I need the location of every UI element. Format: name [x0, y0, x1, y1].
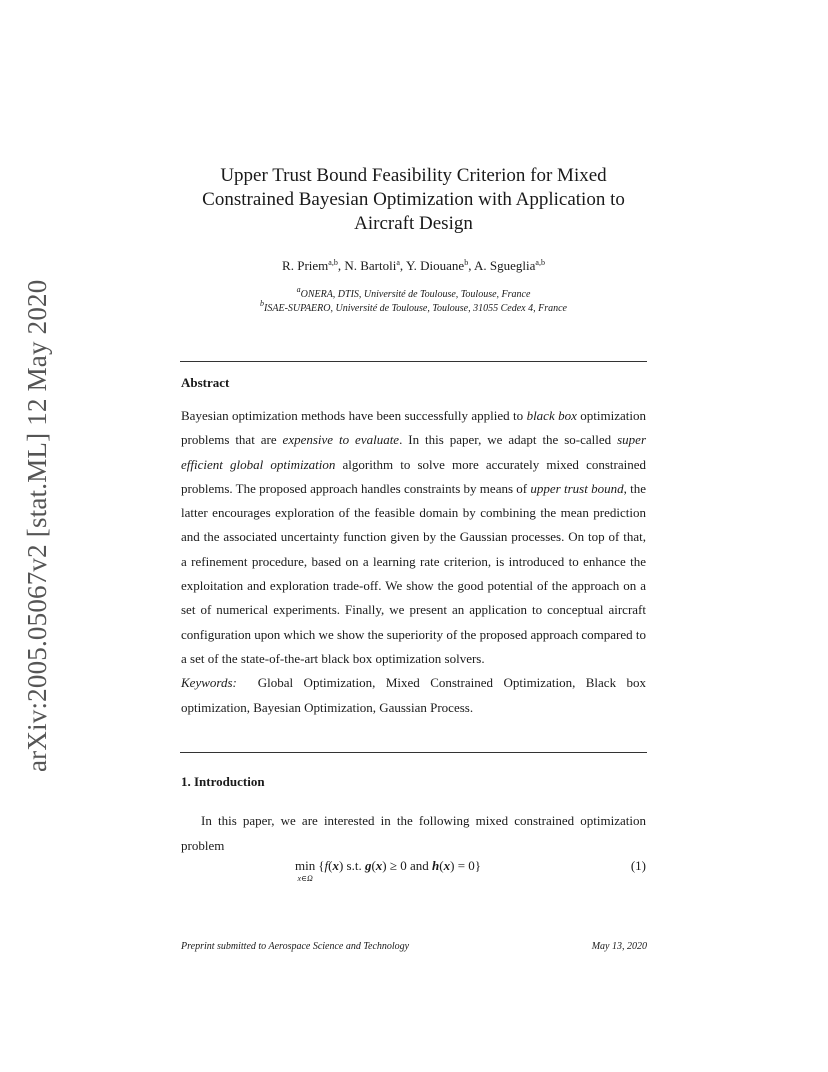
abstract-body: Bayesian optimization methods have been successfully applied to black box optimization problems that are expensive to evaluate. In this paper, we adapt the so-called super efficient global optimization algorithm to solve more accurately mixed constrained problems. The proposed approach handles constraints by means of upper trust bound, the latter encourages exploration of the feasible domain by combining the mean prediction and the associated uncertainty function given by the Gaussian processes. On top of that, a refinement procedure, based on a learning rate criterion, is introduced to enhance the exploitation and exploration trade-off. We show the good potential of the approach on a set of numerical experiments. Finally, we present an application to conceptual aircraft configuration upon which we show the superiority of the proposed approach compared to a set of the state-of-the-art black box optimization solvers. Keywords: Global Optimization, Mixed Constrained Optimization, Black box optimization, Bayesian Optimization, Gaussian Process. [181, 404, 646, 720]
affiliations [180, 285, 647, 316]
paper-title [180, 164, 647, 236]
author-name: Y. Diouane [405, 258, 465, 273]
keywords-list: Global Optimization, Mixed Constrained Optimization, Black box optimization, Bayesian Optimization, Gaussian Process. [181, 675, 647, 715]
author-list: R. Priem$^{a,b}$, N. Bartoli$^a$, Y. Diouane$^b$, A. Sgueglia$^{a,b}$ [282, 258, 545, 273]
author-affil-mark: b [464, 258, 469, 267]
equation-body: min x∈Ω {f(x) s.t. g(x) ≥ 0 and h(x) = 0} [295, 858, 482, 883]
footer-submission-note: Preprint submitted to Aerospace Science and Technology [181, 941, 410, 952]
author-name: N. Bartoli [344, 258, 397, 273]
author-affil-mark: a [396, 258, 400, 267]
author-affil-mark: a,b [535, 258, 545, 267]
author-name: R. Priem [282, 258, 329, 273]
title-line-3: Aircraft Design [354, 213, 473, 234]
equation-number: (1) [630, 858, 646, 873]
keywords-label: Keywords: [181, 675, 237, 691]
affiliation-a: $^a$ONERA, DTIS, Université de Toulouse, Toulouse, France [296, 285, 531, 300]
footer-date: May 13, 2020 [591, 941, 647, 952]
min-operator: min x∈Ω [295, 858, 316, 883]
keywords [181, 671, 646, 720]
abstract-top-rule [180, 361, 647, 362]
abstract-bottom-rule [180, 752, 647, 753]
arxiv-sidebar [20, 272, 60, 772]
emphasis: super efficient global optimization [181, 432, 646, 472]
min-subscript: x∈Ω [297, 874, 313, 883]
author-affil-mark: a,b [328, 258, 338, 267]
emphasis: expensive to evaluate [282, 432, 400, 448]
equation-1 [181, 858, 646, 888]
emphasis: upper trust bound [530, 480, 624, 496]
title-line-2: Constrained Bayesian Optimization with Application to [202, 189, 625, 210]
introduction-paragraph: In this paper, we are interested in the following mixed constrained optimization problem [181, 813, 646, 853]
section-heading-introduction: 1. Introduction [181, 774, 265, 789]
author-name: A. Sgueglia [474, 258, 536, 273]
emphasis: black box [526, 408, 577, 423]
abstract-heading: Abstract [181, 375, 230, 390]
arxiv-identifier: arXiv:2005.05067v2 [stat.ML] 12 May 2020 [22, 279, 52, 772]
title-line-1: Upper Trust Bound Feasibility Criterion for Mixed [220, 165, 607, 186]
affiliation-b: $^b$ISAE-SUPAERO, Université de Toulouse, Toulouse, 31055 Cedex 4, France [260, 299, 567, 314]
